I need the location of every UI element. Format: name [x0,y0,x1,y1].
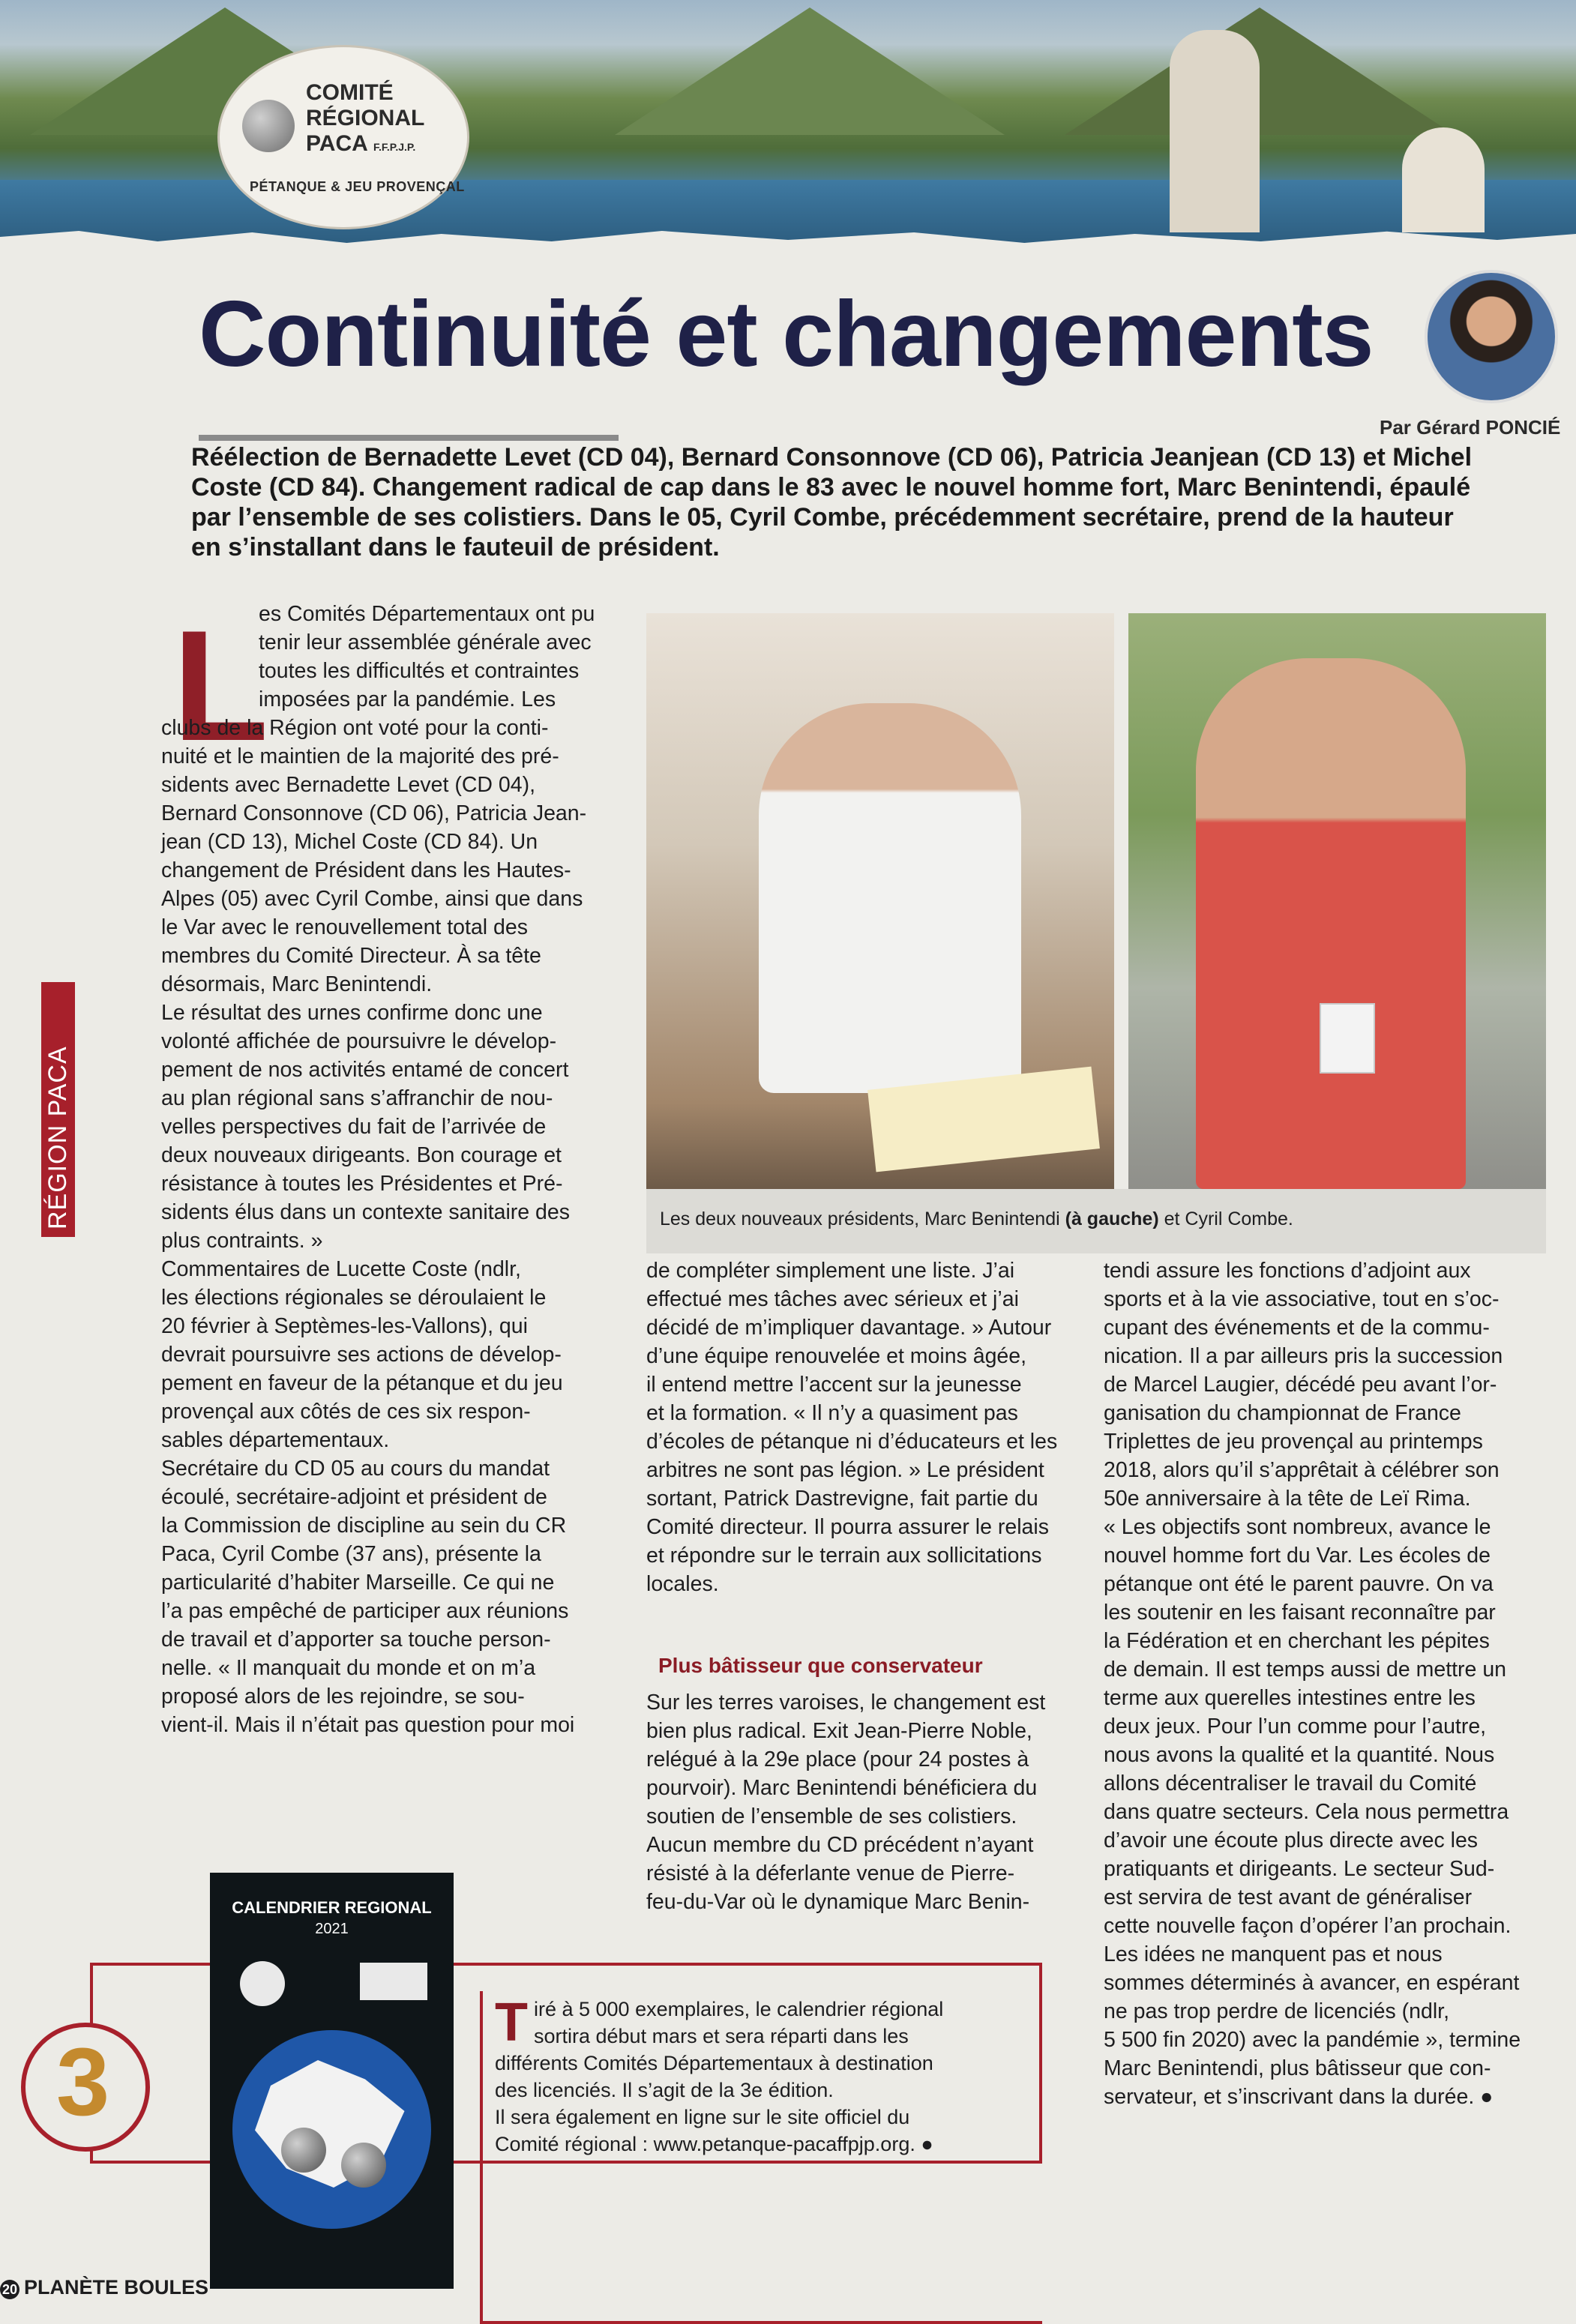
body-line: est servira de test avant de généraliser [1104,1885,1473,1909]
body-line: Les idées ne manquent pas et nous [1104,1942,1443,1966]
calendar-info-box [495,1993,1035,2158]
body-line: servateur, et s’inscrivant dans la durée. ● [1104,2085,1494,2109]
body-line: au plan régional sans s’affranchir de nou- [161,1086,553,1110]
body-line: arbitres ne sont pas légion. » Le président [646,1458,1044,1482]
body-line: d’une équipe renouvelée et moins âgée, [646,1344,1027,1368]
body-line: es Comités Départementaux ont pu [259,602,595,626]
body-line: tendi assure les fonctions d’adjoint aux [1104,1259,1471,1283]
body-line: Triplettes de jeu provençal au printemps [1104,1430,1483,1454]
calendar-logo-right [360,1963,427,2000]
body-line: Marc Benintendi, plus bâtisseur que con- [1104,2056,1491,2080]
body-line: résisté à la déferlante venue de Pierre- [646,1861,1015,1885]
body-line: pourvoir). Marc Benintendi bénéficiera du [646,1776,1038,1800]
article-intro [191,442,1548,562]
author-portrait [1425,270,1558,403]
calendar-year: 2021 [315,1921,349,1937]
body-line: les soutenir en les faisant reconnaître par [1104,1601,1496,1625]
body-line: décidé de m’impliquer davantage. » Autour [646,1316,1052,1340]
body-line: et répondre sur le terrain aux sollicitations [646,1544,1042,1568]
petanque-ball-icon [242,100,295,152]
body-line: volonté affichée de poursuivre le dévelop- [161,1029,557,1053]
intro-line: en s’installant dans le fauteuil de président. [191,533,720,562]
body-line: Aucun membre du CD précédent n’ayant [646,1833,1034,1857]
body-line: allons décentraliser le travail du Comité [1104,1771,1477,1795]
logo-line-3 [306,131,424,160]
body-line: sports et à la vie associative, tout en s’oc- [1104,1287,1500,1311]
body-line: la Fédération et en cherchant les pépites [1104,1629,1490,1653]
body-line: plus contraints. » [161,1229,323,1253]
intro-line: Coste (CD 84). Changement radical de cap dans le 83 avec le nouvel homme fort, Marc Benintendi, épaulé [191,473,1471,502]
petanque-ball-icon [341,2143,386,2188]
page-number: 20 [0,2280,19,2299]
body-line: sidents avec Bernadette Levet (CD 04), [161,773,536,797]
body-line: l’a pas empêché de participer aux réunions [161,1599,569,1623]
body-line: particularité d’habiter Marseille. Ce qui ne [161,1571,555,1595]
body-line: bien plus radical. Exit Jean-Pierre Noble, [646,1719,1032,1743]
section-tab-label: RÉGION PACA [43,1046,72,1229]
author-byline: Par Gérard PONCIÉ [1380,416,1561,439]
body-line: toutes les difficultés et contraintes [259,659,580,683]
body-line: Le résultat des urnes confirme donc une [161,1001,543,1025]
logo-tagline: PÉTANQUE & JEU PROVENÇAL [250,179,465,194]
chapel-tower-image [1170,30,1260,232]
logo-line-2: RÉGIONAL [306,106,425,130]
body-line: écoulé, secrétaire-adjoint et président de [161,1485,547,1509]
body-line: pratiquants et dirigeants. Le secteur Sud- [1104,1857,1495,1881]
body-line: locales. [646,1572,719,1596]
body-line: imposées par la pandémie. Les [259,687,556,711]
caption-bold: (à gauche) [1065,1208,1159,1229]
box-drop-cap: T [495,1993,528,2053]
page-footer [0,2276,208,2299]
mountain-shape [615,7,1005,135]
body-line: sommes déterminés à avancer, en espérant [1104,1971,1520,1995]
box-line: Comité régional : www.petanque-pacaffpjp.org. ● [495,2133,933,2155]
article-headline: Continuité et changements [199,283,1374,386]
body-line: de Marcel Laugier, décédé peu avant l’or- [1104,1373,1497,1397]
photo-marc-benintendi [646,613,1114,1189]
body-line: nelle. « Il manquait du monde et on m’a [161,1656,536,1680]
article-column-1 [161,597,611,1739]
body-line: cette nouvelle façon d’opérer l’an prochain. [1104,1914,1512,1938]
body-line: Sur les terres varoises, le changement est [646,1691,1046,1715]
body-line: nuité et le maintien de la majorité des pré- [161,744,559,768]
article-column-3 [1104,1256,1546,2111]
person-figure [1196,658,1466,1189]
logo-ffpjp: F.F.P.J.P. [373,141,416,153]
body-line: Paca, Cyril Combe (37 ans), présente la [161,1542,541,1566]
body-line: velles perspectives du fait de l’arrivée de [161,1115,547,1139]
body-line: proposé alors de les rejoindre, se sou- [161,1685,525,1709]
body-line: provençal aux côtés de ces six respon- [161,1400,531,1424]
body-line: les élections régionales se déroulaient le [161,1286,547,1310]
body-line: nication. Il a par ailleurs pris la succession [1104,1344,1503,1368]
body-line: de compléter simplement une liste. J’ai [646,1259,1015,1283]
magazine-name: PLANÈTE BOULES [24,2276,209,2299]
body-line: 2018, alors qu’il s’apprêtait à célébrer son [1104,1458,1500,1482]
caption-text: Les deux nouveaux présidents, Marc Benintendi [660,1208,1065,1229]
body-line: vient-il. Mais il n’était pas question pour moi [161,1713,575,1737]
body-line: soutien de l’ensemble de ses colistiers. [646,1804,1017,1828]
body-line: Comité directeur. Il pourra assurer le relais [646,1515,1049,1539]
body-line: sidents élus dans un contexte sanitaire des [161,1200,571,1224]
logo-line-1: COMITÉ [306,80,394,105]
body-line: ganisation du championnat de France [1104,1401,1461,1425]
body-line: pement en faveur de la pétanque et du jeu [161,1371,563,1395]
body-line: la Commission de discipline au sein du CR [161,1514,567,1538]
article-column-2 [646,1256,1066,1598]
body-line: résistance à toutes les Présidentes et Pré- [161,1172,563,1196]
petanque-ball-icon [281,2128,326,2173]
lanyard-badge [1320,1003,1375,1074]
box-line: iré à 5 000 exemplaires, le calendrier régional [533,1998,944,2020]
body-line: de travail et d’apporter sa touche person- [161,1628,551,1652]
calendar-logo-left [240,1961,285,2006]
body-line: nouvel homme fort du Var. Les écoles de [1104,1544,1491,1568]
body-line: il entend mettre l’accent sur la jeunesse [646,1373,1022,1397]
body-line: nous avons la qualité et la quantité. Nous [1104,1743,1495,1767]
body-line: Alpes (05) avec Cyril Combe, ainsi que dans [161,887,583,911]
body-line: Commentaires de Lucette Coste (ndlr, [161,1257,521,1281]
intro-line: par l’ensemble de ses colistiers. Dans le 05, Cyril Combe, précédemment secrétaire, prend de la hauteur [191,503,1454,532]
body-line: sables départementaux. [161,1428,390,1452]
body-line: de demain. Il est temps aussi de mettre un [1104,1658,1507,1682]
body-line: ne pas trop perdre de licenciés (ndlr, [1104,1999,1450,2023]
body-line: clubs de la Région ont voté pour la conti- [161,716,549,740]
mountain-shape [1065,7,1455,135]
body-line: terme aux querelles intestines entre les [1104,1686,1476,1710]
body-line: changement de Président dans les Hautes- [161,858,571,882]
body-line: deux nouveaux dirigeants. Bon courage et [161,1143,562,1167]
comite-regional-logo [217,45,469,229]
intro-line: Réélection de Bernadette Levet (CD 04), Bernard Consonnove (CD 06), Patricia Jeanjean (CD 13) et Michel [191,443,1473,472]
body-line: pement de nos activités entamé de concert [161,1058,569,1082]
body-line: effectué mes tâches avec sérieux et j’ai [646,1287,1019,1311]
body-line: 5 500 fin 2020) avec la pandémie », termine [1104,2028,1521,2052]
body-line: Bernard Consonnove (CD 06), Patricia Jean- [161,801,587,825]
body-line: Secrétaire du CD 05 au cours du mandat [161,1457,550,1481]
body-line: relégué à la 29e place (pour 24 postes à [646,1747,1029,1771]
photo-cyril-combe [1128,613,1546,1189]
caption-text: et Cyril Combe. [1158,1208,1293,1229]
person-figure [759,703,1021,1093]
body-line: 50e anniversaire à la tête de Leï Rima. [1104,1487,1471,1511]
body-line: deux jeux. Pour l’un comme pour l’autre, [1104,1715,1487,1739]
box-number: 3 [56,2029,110,2136]
body-line: dans quatre secteurs. Cela nous permettra [1104,1800,1509,1824]
body-line: cupant des événements et de la commu- [1104,1316,1490,1340]
body-line: désormais, Marc Benintendi. [161,972,433,996]
church-dome-image [1402,127,1485,232]
photo-caption [660,1208,1293,1230]
box-line: sortira début mars et sera réparti dans les [533,2025,909,2047]
body-line: d’avoir une écoute plus directe avec les [1104,1828,1479,1852]
box-line: différents Comités Départementaux à destination [495,2052,933,2074]
body-line: feu-du-Var où le dynamique Marc Benin- [646,1890,1030,1914]
body-line: « Les objectifs sont nombreux, avance le [1104,1515,1491,1539]
body-line: devrait poursuivre ses actions de dévelop- [161,1343,562,1367]
logo-paca: PACA [306,131,367,156]
calendar-title: CALENDRIER REGIONAL [232,1898,432,1917]
body-line: d’écoles de pétanque ni d’éducateurs et les [646,1430,1058,1454]
headline-underline [199,435,619,441]
calendar-cover [210,1873,454,2289]
body-line: et la formation. « Il n’y a quasiment pas [646,1401,1018,1425]
body-line: le Var avec le renouvellement total des [161,915,528,939]
body-line: tenir leur assemblée générale avec [259,630,592,654]
box-line: des licenciés. Il s’agit de la 3e édition. [495,2079,834,2101]
body-line: membres du Comité Directeur. À sa tête [161,944,541,968]
body-line: pétanque ont été le parent pauvre. On va [1104,1572,1494,1596]
box-line: Il sera également en ligne sur le site officiel du [495,2106,910,2128]
body-line: sortant, Patrick Dastrevigne, fait partie du [646,1487,1038,1511]
article-subhead: Plus bâtisseur que conservateur [658,1654,983,1677]
body-line: jean (CD 13), Michel Coste (CD 84). Un [161,830,538,854]
article-column-2b [646,1688,1066,1916]
body-line: 20 février à Septèmes-les-Vallons), qui [161,1314,528,1338]
logo-text [306,80,424,160]
drop-cap: L [172,597,269,774]
